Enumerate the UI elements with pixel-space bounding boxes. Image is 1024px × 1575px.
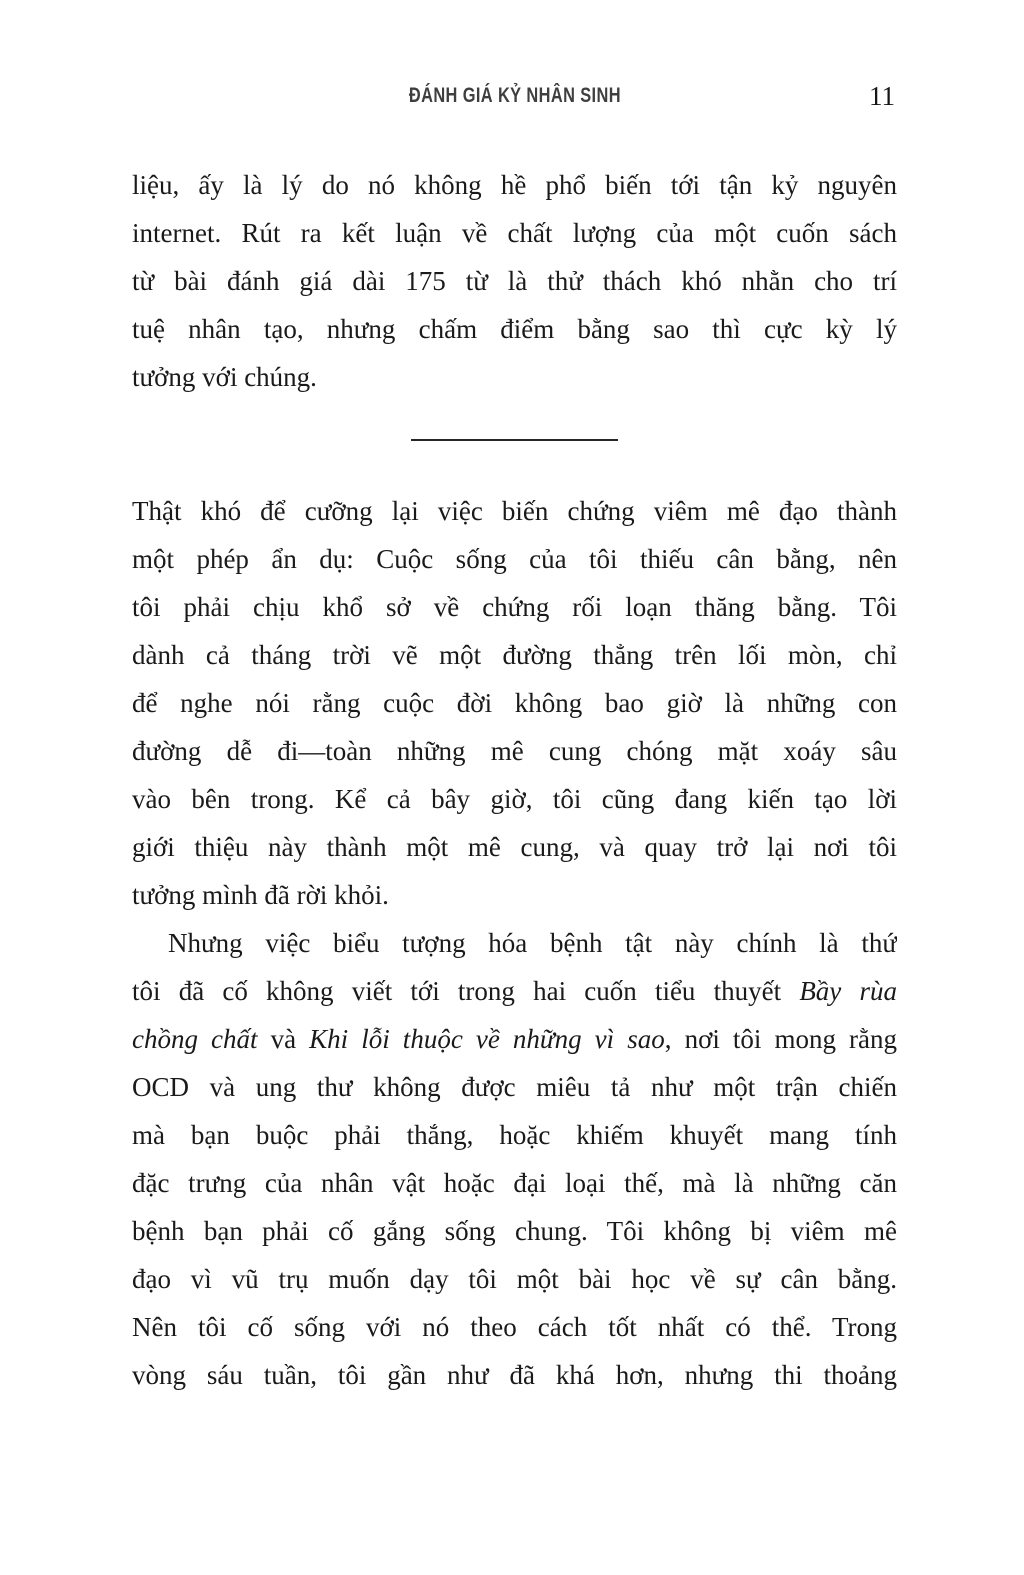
book-title-italic: Bầy rùa [799,976,897,1006]
text-line: mà bạn buộc phải thắng, hoặc khiếm khuyết mang tính [132,1120,897,1150]
text-segment: , nơi tôi mong rằng [664,1024,897,1054]
text-line: vào bên trong. Kể cả bây giờ, tôi cũng đang kiến tạo lời [132,784,897,814]
text-line: Nên tôi cố sống với nó theo cách tốt nhất có thể. Trong [132,1312,897,1342]
text-line: liệu, ấy là lý do nó không hề phổ biến tới tận kỷ nguyên [132,170,897,200]
book-title-italic: Khi lỗi thuộc về những vì sao [309,1024,665,1054]
text-line: từ bài đánh giá dài 175 từ là thử thách khó nhằn cho trí [132,266,897,296]
text-line: tưởng với chúng. [132,362,317,392]
page-number: 11 [869,81,895,111]
paragraph-3 [132,919,897,1399]
text-line: tưởng mình đã rời khỏi. [132,880,389,910]
text-line: OCD và ung thư không được miêu tả như một trận chiến [132,1072,897,1102]
body-text-block [132,161,897,1399]
text-line: bệnh bạn phải cố gắng sống chung. Tôi không bị viêm mê [132,1216,897,1246]
text-segment: và [257,1024,310,1054]
text-line: để nghe nói rằng cuộc đời không bao giờ là những con [132,688,897,718]
paragraph-2 [132,487,897,919]
text-line [132,967,897,1015]
running-title: ĐÁNH GIÁ KỶ NHÂN SINH [408,84,621,107]
book-title-italic: chồng chất [132,1024,258,1054]
running-title-wrap [132,84,897,108]
text-line: tuệ nhân tạo, nhưng chấm điểm bằng sao thì cực kỳ lý [132,314,897,344]
text-line: dành cả tháng trời vẽ một đường thẳng trên lối mòn, chỉ [132,640,897,670]
text-line: giới thiệu này thành một mê cung, và quay trở lại nơi tôi [132,832,897,862]
section-divider [411,439,618,441]
text-line: vòng sáu tuần, tôi gần như đã khá hơn, nhưng thi thoảng [132,1360,897,1390]
text-line [132,1015,897,1063]
text-line: đặc trưng của nhân vật hoặc đại loại thế, mà là những căn [132,1168,897,1198]
text-line: Thật khó để cưỡng lại việc biến chứng viêm mê đạo thành [132,496,897,526]
text-line: đường dễ đi—toàn những mê cung chóng mặt xoáy sâu [132,736,897,766]
paragraph-1 [132,161,897,401]
text-line: một phép ẩn dụ: Cuộc sống của tôi thiếu cân bằng, nên [132,544,897,574]
text-line: tôi phải chịu khổ sở về chứng rối loạn thăng bằng. Tôi [132,592,897,622]
text-line: đạo vì vũ trụ muốn dạy tôi một bài học về sự cân bằng. [132,1264,897,1294]
text-line: internet. Rút ra kết luận về chất lượng của một cuốn sách [132,218,897,248]
text-line: Nhưng việc biểu tượng hóa bệnh tật này chính là thứ [168,928,897,958]
running-head [132,81,897,116]
text-segment: tôi đã cố không viết tới trong hai cuốn tiểu thuyết [132,976,800,1006]
